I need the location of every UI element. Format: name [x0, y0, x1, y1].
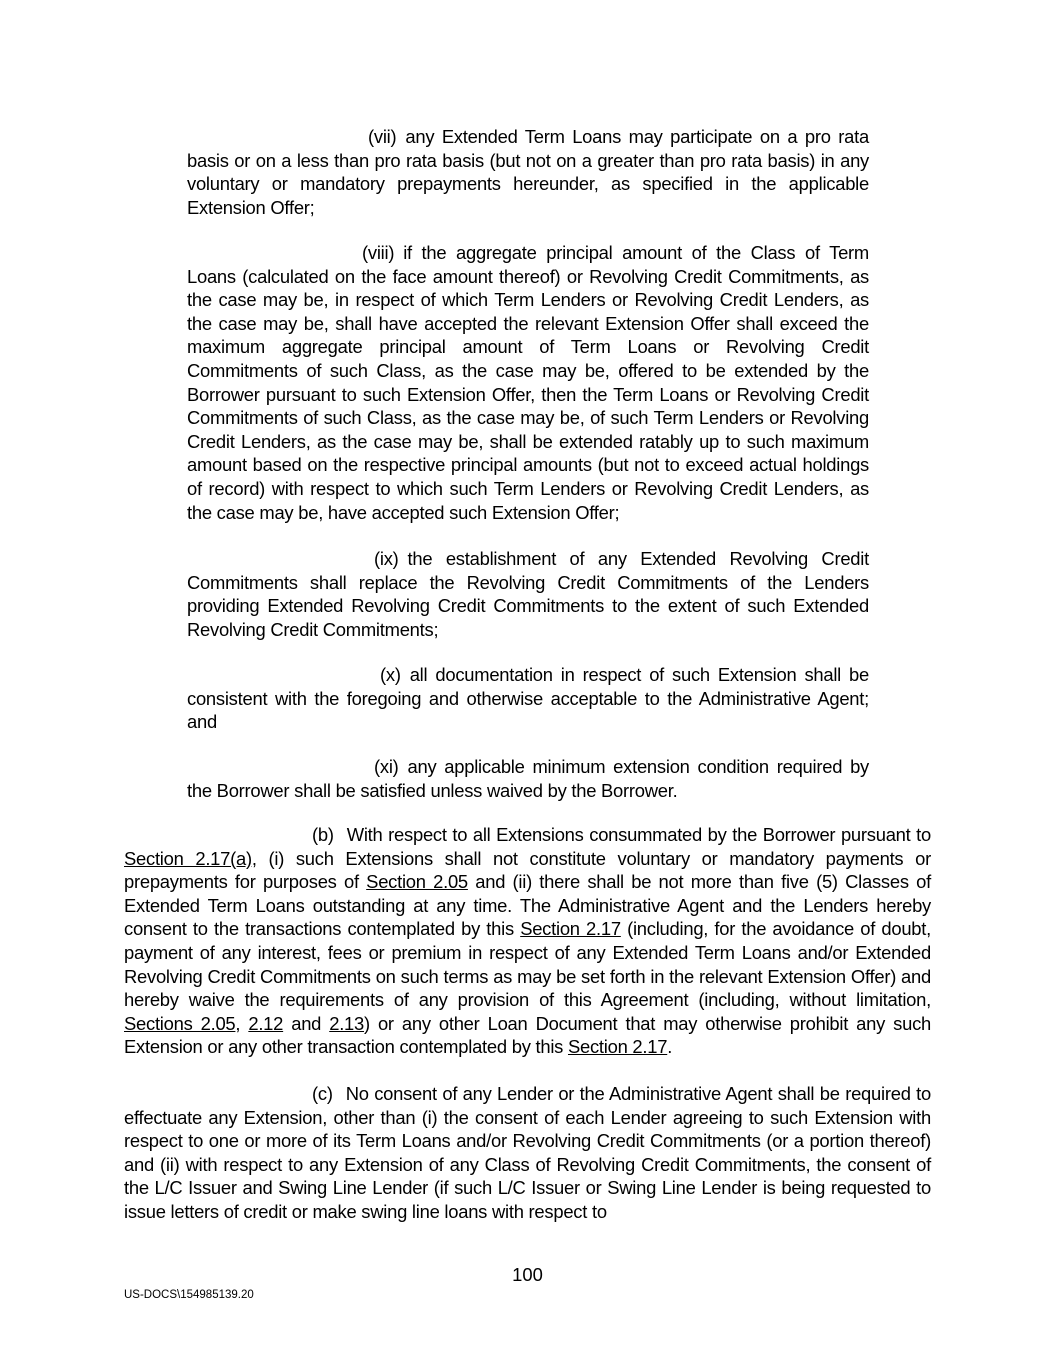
section-ref-link: Section 2.17(a) [124, 847, 252, 869]
section-b-label: (b) [312, 824, 334, 845]
clause-ix [187, 547, 869, 641]
section-b-text: . [667, 1036, 673, 1058]
section-ref-link: Section 2.05 [366, 871, 468, 893]
clause-xi-text: any applicable minimum extension condition required by the Borrower shall be satisfied unless waived by the Borrower. [187, 756, 869, 801]
section-ref-link: Sections 2.05 [124, 1012, 236, 1034]
clause-ix-text: the establishment of any Extended Revolving Credit Commitments shall replace the Revolving Credit Commitments of the Lenders providing Extended Revolving Credit Commitments to the extent of such Extended Revolving Credit Commitments; [187, 548, 869, 640]
section-b [124, 823, 931, 1059]
section-b-text: , (i) such Extensions shall not constitute voluntary or mandatory payments or prepayments for purposes of [124, 847, 931, 893]
clause-x-text: all documentation in respect of such Extension shall be consistent with the foregoing and otherwise acceptable to the Administrative Agent; and [187, 664, 869, 733]
section-b-text: , [235, 1012, 249, 1034]
section-ref-link: 2.13 [329, 1012, 365, 1034]
clause-xi [187, 755, 869, 802]
document-id: US-DOCS\154985139.20 [124, 1289, 254, 1301]
section-c-text: No consent of any Lender or the Administrative Agent shall be required to effectuate any Extension, other than (i) the consent of each Lender agreeing to such Extension with respect to one or more of its Term Loans and/or Revolving Credit Commitments (or a portion thereof) and (ii) with respect to any Extension of any Class of Revolving Credit Commitments, the consent of the L/C Issuer and Swing Line Lender (if such L/C Issuer or Swing Line Lender is being requested to issue letters of credit or make swing line loans with respect to [124, 1083, 931, 1222]
clause-viii-label: (viii) [362, 242, 395, 263]
section-b-text: and (ii) there shall be not more than five (5) Classes of Extended Term Loans outstanding at any time. The Administrative Agent and the Lenders hereby consent to the transactions contemplated by this [124, 871, 931, 940]
section-ref-link: Section 2.17 [567, 1036, 668, 1058]
clause-x-label: (x) [380, 664, 401, 685]
section-c [124, 1082, 931, 1224]
section-ref-link: Section 2.17 [520, 918, 621, 940]
page-number: 100 [512, 1264, 543, 1285]
clause-x [187, 663, 869, 734]
section-ref-link: 2.12 [248, 1012, 284, 1034]
clause-vii [187, 125, 869, 219]
clause-xi-label: (xi) [374, 756, 399, 777]
clause-vii-label: (vii) [368, 126, 397, 147]
section-b-text: (including, for the avoidance of doubt, payment of any interest, fees or premium in respect of any Extended Term Loans and/or Extended Revolving Credit Commitments on such terms as may be set forth in the relevant Extension Offer) and hereby waive the requirements of any provision of this Agreement (including, without limitation, [124, 918, 931, 1011]
clause-viii [187, 241, 869, 524]
section-b-text: ) or any other Loan Document that may otherwise prohibit any such Extension or any other transaction contemplated by this [124, 1012, 931, 1058]
section-c-label: (c) [312, 1083, 333, 1104]
section-b-text: and [283, 1012, 330, 1034]
section-b-text: With respect to all Extensions consummated by the Borrower pursuant to [346, 824, 931, 845]
clause-ix-label: (ix) [374, 548, 399, 569]
clause-vii-text: any Extended Term Loans may participate on a pro rata basis or on a less than pro rata basis (but not on a greater than pro rata basis) in any voluntary or mandatory prepayments hereunder, as specified in the applicable Extension Offer; [187, 126, 869, 218]
clause-viii-text: if the aggregate principal amount of the Class of Term Loans (calculated on the face amount thereof) or Revolving Credit Commitments, as the case may be, in respect of which Term Lenders or Revolving Credit Lenders, as the case may be, shall have accepted the relevant Extension Offer shall exceed the maximum aggregate principal amount of Term Loans or Revolving Credit Commitments of such Class, as the case may be, offered to be extended by the Borrower pursuant to such Extension Offer, then the Term Loans or Revolving Credit Commitments of such Class, as the case may be, of such Term Lenders or Revolving Credit Lenders, as the case may be, shall be extended ratably up to such maximum amount based on the respective principal amounts (but not to exceed actual holdings of record) with respect to which such Term Lenders or Revolving Credit Lenders, as the case may be, have accepted such Extension Offer; [187, 242, 869, 523]
